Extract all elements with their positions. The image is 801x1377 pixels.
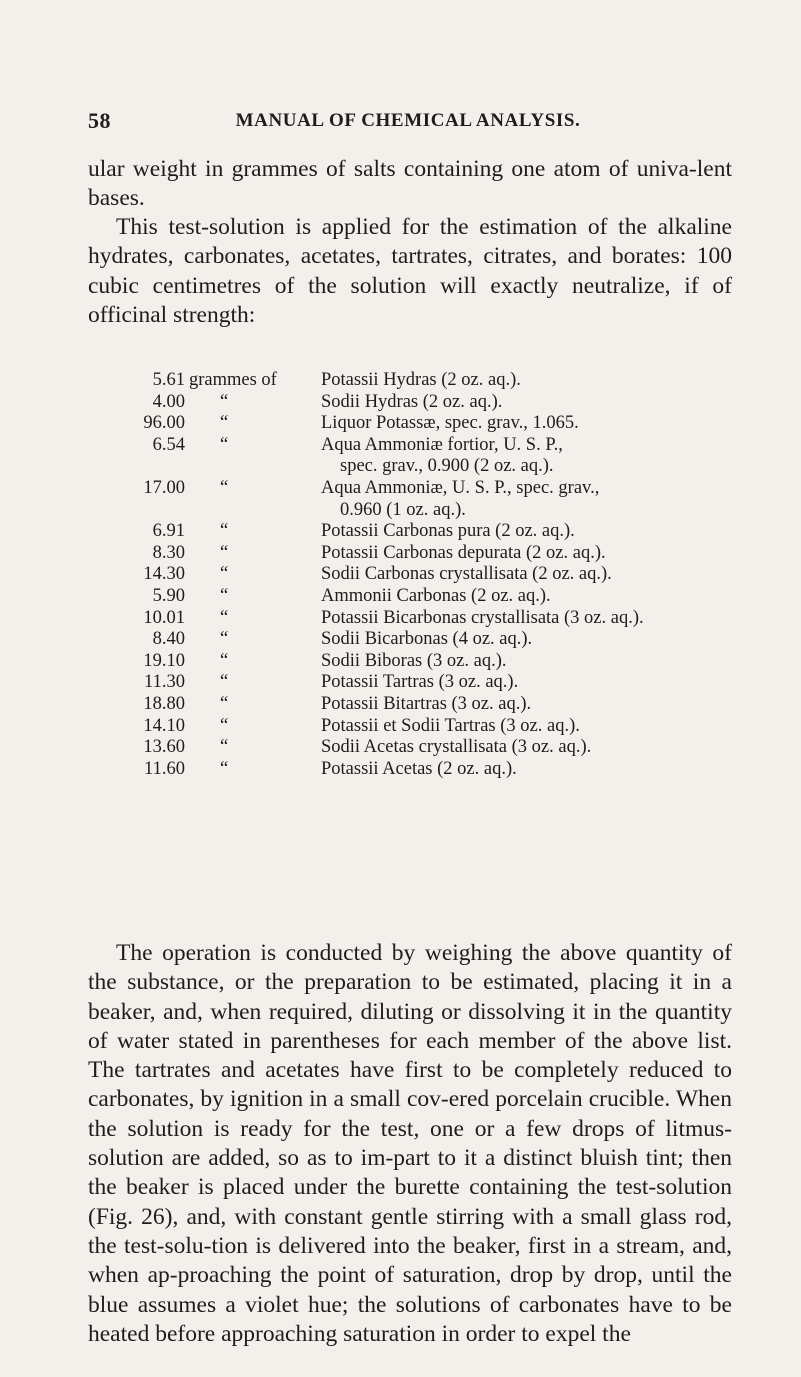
salt-quantity: 5.90 — [152, 585, 185, 606]
salt-name-text: Sodii Bicarbonas (4 oz. aq.). — [321, 629, 533, 650]
ditto-mark: “ — [220, 521, 229, 542]
salt-unit — [185, 543, 321, 565]
salt-name — [321, 521, 770, 543]
salt-row — [130, 694, 770, 716]
salt-name — [321, 478, 770, 521]
salt-unit — [185, 521, 321, 543]
salt-name-continuation: 0.960 (1 oz. aq.). — [340, 499, 466, 520]
salt-unit — [185, 672, 321, 694]
salt-unit — [185, 413, 321, 435]
salt-name-text: Potassii Carbonas depurata (2 oz. aq.). — [321, 542, 606, 563]
ditto-mark: “ — [220, 715, 229, 736]
salt-name — [321, 608, 770, 630]
salt-name — [321, 435, 770, 478]
salt-row — [130, 370, 770, 392]
salt-list — [130, 370, 770, 780]
salt-name — [321, 586, 770, 608]
salt-name-text: Potassii Carbonas pura (2 oz. aq.). — [321, 521, 575, 542]
salt-name-text: Potassii et Sodii Tartras (3 oz. aq.). — [321, 715, 580, 736]
ditto-mark: “ — [220, 672, 229, 693]
salt-name — [321, 694, 770, 716]
ditto-mark: “ — [220, 737, 229, 758]
salt-quantity: 4.00 — [152, 391, 185, 412]
salt-quantity: 11.60 — [144, 758, 185, 779]
ditto-mark: “ — [220, 391, 229, 412]
salt-name — [321, 629, 770, 651]
salt-unit — [185, 392, 321, 414]
ditto-mark: “ — [220, 629, 229, 650]
salt-name — [321, 672, 770, 694]
salt-quantity: 8.30 — [152, 542, 185, 563]
salt-name-text: Sodii Acetas crystallisata (3 oz. aq.). — [321, 737, 592, 758]
page-number: 58 — [88, 108, 111, 133]
salt-row — [130, 759, 770, 781]
salt-quantity: 6.91 — [152, 521, 185, 542]
salt-unit — [185, 608, 321, 630]
salt-unit — [185, 716, 321, 738]
salt-quantity: 18.80 — [143, 693, 185, 714]
salt-quantity: 19.10 — [143, 650, 185, 671]
salt-name — [321, 564, 770, 586]
salt-name-text: Potassii Hydras (2 oz. aq.). — [321, 370, 521, 390]
ditto-mark: “ — [220, 585, 229, 606]
salt-row — [130, 413, 770, 435]
ditto-mark: “ — [220, 434, 229, 455]
ditto-mark: “ — [220, 564, 229, 585]
ditto-mark: “ — [220, 477, 229, 498]
salt-name-text: Ammonii Carbonas (2 oz. aq.). — [321, 585, 551, 606]
salt-unit — [185, 737, 321, 759]
ditto-mark: “ — [220, 542, 229, 563]
salt-name-text: Potassii Acetas (2 oz. aq.). — [321, 758, 517, 779]
salt-name-text: Sodii Hydras (2 oz. aq.). — [321, 391, 503, 412]
salt-name — [321, 370, 770, 392]
salt-quantity: 8.40 — [152, 629, 185, 650]
salt-name-text: Aqua Ammoniæ, U. S. P., spec. grav., — [321, 477, 600, 498]
salt-quantity: 10.01 — [143, 607, 185, 628]
salt-quantity: 17.00 — [143, 477, 185, 498]
salt-row — [130, 608, 770, 630]
salt-unit — [185, 586, 321, 608]
ditto-mark: “ — [220, 413, 229, 434]
salt-quantity: 14.30 — [143, 564, 185, 585]
salt-name — [321, 392, 770, 414]
salt-unit — [185, 694, 321, 716]
salt-name — [321, 651, 770, 673]
salt-name-text: Potassii Bitartras (3 oz. aq.). — [321, 693, 532, 714]
salt-quantity: 13.60 — [143, 737, 185, 758]
salt-row — [130, 629, 770, 651]
salt-quantity: 6.54 — [152, 434, 185, 455]
salt-row — [130, 435, 770, 478]
salt-name — [321, 543, 770, 565]
ditto-mark: “ — [220, 693, 229, 714]
salt-unit — [185, 651, 321, 673]
salt-row — [130, 564, 770, 586]
salt-name-text: Liquor Potassæ, spec. grav., 1.065. — [321, 413, 579, 434]
salt-name-text: Aqua Ammoniæ fortior, U. S. P., — [321, 434, 563, 455]
salt-row — [130, 716, 770, 738]
salt-row — [130, 737, 770, 759]
ditto-mark: “ — [220, 607, 229, 628]
salt-row — [130, 478, 770, 521]
salt-row — [130, 586, 770, 608]
salt-quantity: 11.30 — [144, 672, 185, 693]
salt-unit — [185, 759, 321, 781]
salt-unit — [185, 478, 321, 500]
paragraph-operation: The operation is conducted by weighing the above quantity of the substance, or the preparation to be estimated, placing it in a beaker, and, when required, diluting or dissolving it in the quantity of water stated in parentheses for each member of the above list. The tartrates and acetates have first to be completely reduced to carbonates, by ignition in a small cov-ered porcelain crucible. When the solution is ready for the test, one or a few drops of litmus-solution are added, so as to im-part to it a distinct bluish tint; then the beaker is placed under the burette containing the test-solution (Fig. 26), and, with constant gentle stirring with a small glass rod, the test-solu-tion is delivered into the beaker, first in a stream, and, when ap-proaching the point of saturation, drop by drop, until the blue assumes a violet hue; the solutions of carbonates have to be heated before approaching saturation in order to expel the — [88, 940, 732, 1347]
salt-name — [321, 759, 770, 781]
salt-name — [321, 737, 770, 759]
salt-unit — [185, 370, 321, 392]
page-header — [88, 108, 728, 134]
salt-name-text: Potassii Tartras (3 oz. aq.). — [321, 672, 519, 693]
salt-name-continuation: spec. grav., 0.900 (2 oz. aq.). — [340, 456, 554, 477]
salt-unit — [185, 629, 321, 651]
salt-name — [321, 413, 770, 435]
salt-row — [130, 521, 770, 543]
salt-name — [321, 716, 770, 738]
salt-name-text: Sodii Carbonas crystallisata (2 oz. aq.). — [321, 564, 612, 585]
salt-unit — [185, 564, 321, 586]
salt-quantity: 96.00 — [143, 413, 185, 434]
paragraph-continuation: ular weight in grammes of salts containing one atom of univa-lent bases. — [88, 156, 732, 212]
salt-row — [130, 392, 770, 414]
salt-quantity: 14.10 — [143, 715, 185, 736]
salt-row — [130, 543, 770, 565]
ditto-mark: “ — [220, 650, 229, 671]
salt-row — [130, 672, 770, 694]
ditto-mark: “ — [220, 758, 229, 779]
salt-unit — [185, 435, 321, 457]
salt-name-text: Potassii Bicarbonas crystallisata (3 oz. aq.). — [321, 607, 644, 628]
salt-name-text: Sodii Biboras (3 oz. aq.). — [321, 650, 507, 671]
running-title: MANUAL OF CHEMICAL ANALYSIS. — [235, 110, 581, 131]
unit-label: grammes of — [189, 370, 277, 390]
paragraph-test-solution: This test-solution is applied for the estimation of the alkaline hydrates, carbonates, acetates, tartrates, citrates, and borates: 100 cubic centimetres of the solution will exactly neutralize, if of officinal strength: — [88, 214, 732, 328]
salt-row — [130, 651, 770, 673]
salt-quantity: 5.61 — [152, 370, 185, 390]
